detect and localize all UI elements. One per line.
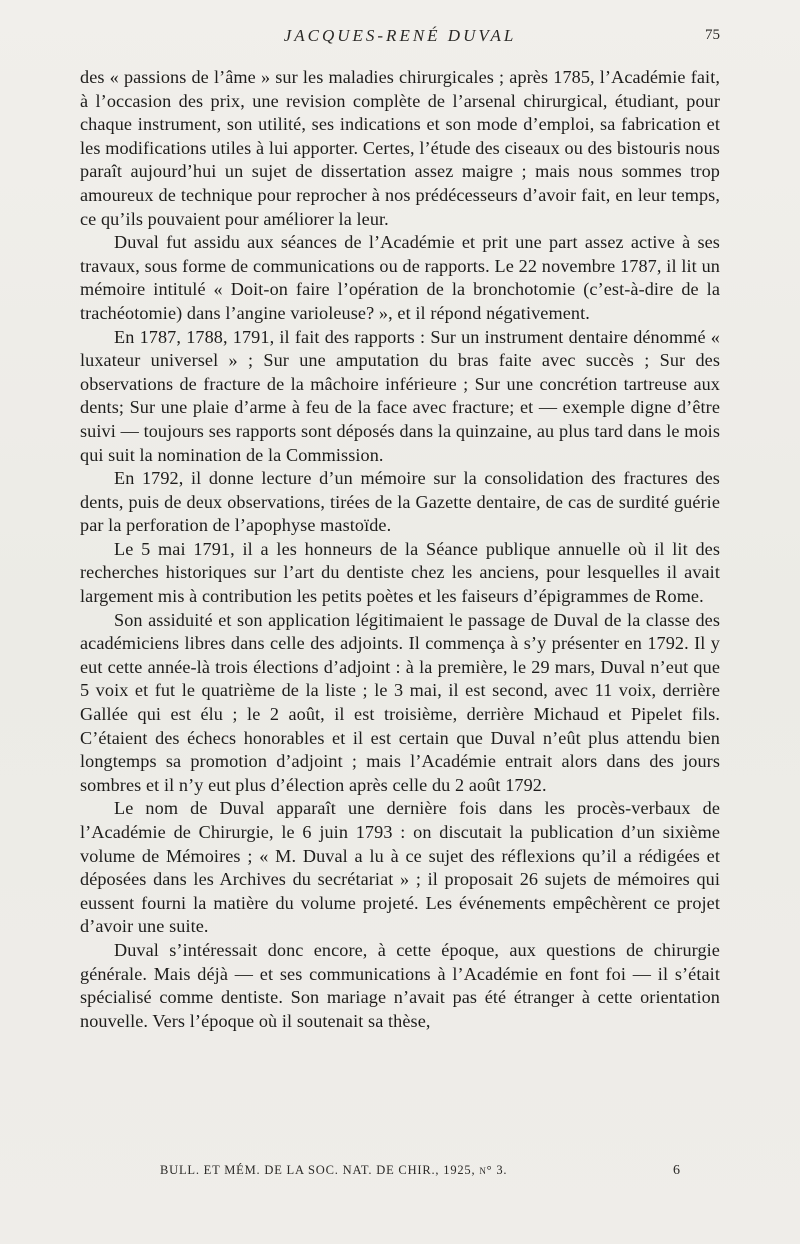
page-number: 75 [705, 27, 720, 43]
paragraph: Son assiduité et son application légitimaient le passage de Duval de la classe des académiciens libres dans celle des adjoints. Il commença à s’y présenter en 1792. Il y eut cette année-là trois élections d’adjoint : à la première, le 29 mars, Duval n’eut que 5 voix et fut le quatrième de la liste ; le 3 mai, il est second, avec 11 voix, derrière Gallée qui est élu ; le 2 août, il est troisième, derrière Michaud et Pipelet fils. C’étaient des échecs honorables et il est certain que Duval n’eût plus attendu bien longtemps sa promotion d’adjoint ; mais l’Académie entrait alors dans des jours sombres et il n’y eut plus d’élection après celle du 2 août 1792. [80, 609, 720, 795]
paragraph: En 1787, 1788, 1791, il fait des rapports : Sur un instrument dentaire dénommé « luxateur universel » ; Sur une amputation du bras faite avec succès ; Sur des observations de fracture de la mâchoire inférieure ; Sur une concrétion tartreuse aux dents; Sur une plaie d’arme à feu de la face avec fracture; et — exemple digne d’être suivi — toujours ses rapports sont déposés dans la quinzaine, au plus tard dans le mois qui suit la nomination de la Commission. [80, 326, 720, 465]
paragraph: Duval s’intéressait donc encore, à cette époque, aux questions de chirurgie générale. Mais déjà — et ses communications à l’Académie en font foi — il s’était spécialisé comme dentiste. Son mariage n’avait pas été étranger à cette orientation nouvelle. Vers l’époque où il soutenait sa thèse, [80, 939, 720, 1031]
paragraph: Le nom de Duval apparaît une dernière fois dans les procès-verbaux de l’Académie de Chirurgie, le 6 juin 1793 : on discutait la publication d’un sixième volume de Mémoires ; « M. Duval a lu à ce sujet des réflexions qu’il a rédigées et déposées dans les Archives du secrétariat » ; il proposait 26 sujets de mémoires qui eussent fourni la matière du volume projeté. Les événements empêchèrent ce projet d’avoir une suite. [80, 798, 720, 937]
running-title: JACQUES-RENÉ DUVAL [283, 26, 517, 45]
paragraph: des « passions de l’âme » sur les maladies chirurgicales ; après 1785, l’Académie fait, à l’occasion des prix, une revision complète de l’arsenal chirurgical, étudiant, pour chaque instrument, son utilité, ses indications et son mode d’emploi, sa fabrication et les modifications utiles à lui apporter. Certes, l’étude des ciseaux ou des bistouris nous paraît aujourd’hui un sujet de dissertation assez maigre ; mais nous sommes trop amoureux de technique pour reprocher à nos prédécesseurs d’avoir fait, en leur temps, ce qu’ils pouvaient pour améliorer la leur. [80, 67, 720, 229]
paragraph: Le 5 mai 1791, il a les honneurs de la Séance publique annuelle où il lit des recherches historiques sur l’art du dentiste chez les anciens, pour lesquelles il avait largement mis à contribution les petits poètes et les faiseurs d’épigrammes de Rome. [80, 538, 720, 607]
paragraph: En 1792, il donne lecture d’un mémoire sur la consolidation des fractures des dents, puis de deux observations, tirées de la Gazette dentaire, de cas de surdité guérie par la perforation de l’apophyse mastoïde. [80, 468, 720, 536]
signature-mark: 6 [673, 1163, 680, 1178]
journal-reference: BULL. ET MÉM. DE LA SOC. NAT. DE CHIR., 1925, n° 3. [160, 1163, 508, 1177]
page-footer [160, 1163, 680, 1183]
paragraph: Duval fut assidu aux séances de l’Académie et prit une part assez active à ses travaux, sous forme de communications ou de rapports. Le 22 novembre 1787, il lit un mémoire intitulé « Doit-on faire l’opération de la bronchotomie (c’est-à-dire de la trachéotomie) dans l’angine varioleuse? », et il répond négativement. [80, 232, 720, 323]
body-text [80, 66, 720, 1033]
running-header [80, 26, 720, 50]
